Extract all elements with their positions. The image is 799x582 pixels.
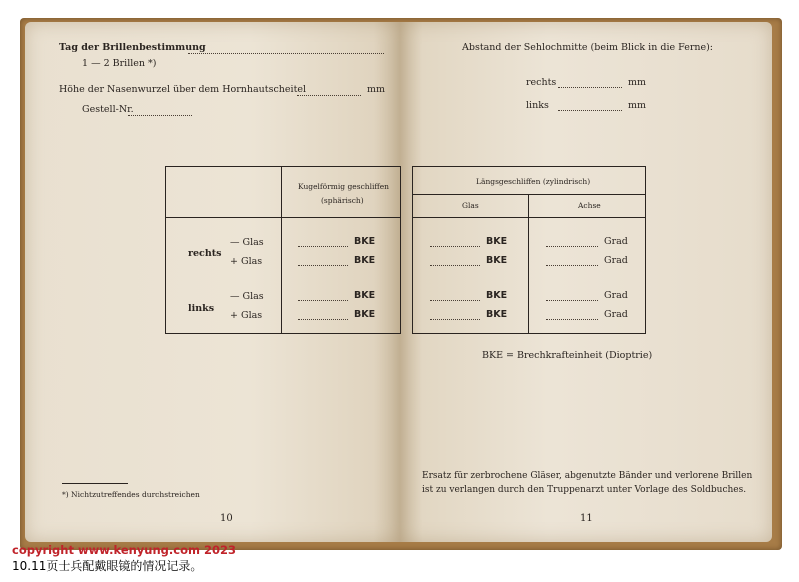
sph-bke-4: BKE (354, 309, 376, 320)
glas-column-header: Glas (462, 201, 479, 210)
sph-cell-blank (298, 300, 348, 301)
grad-2: Grad (604, 255, 628, 266)
page-number-right: 11 (580, 513, 593, 524)
sph-bke-1: BKE (354, 236, 376, 247)
axis-cell-blank (546, 319, 598, 320)
cyl-cell-blank (430, 265, 480, 266)
date-of-glasses-label: Tag der Brillenbestimmung (59, 42, 206, 53)
row-label-rechts: rechts (188, 248, 222, 259)
axis-cell-blank (546, 265, 598, 266)
links-plus-glas: + Glas (230, 310, 263, 321)
pupil-left-blank-line (558, 110, 622, 111)
grad-1: Grad (604, 236, 628, 247)
cyl-cell-blank (430, 319, 480, 320)
glasses-count-label: 1 — 2 Brillen *) (82, 58, 157, 69)
row-label-links: links (188, 303, 215, 314)
pupil-right-unit: mm (628, 77, 647, 88)
footnote-text: *) Nichtzutreffendes durchstreichen (62, 490, 200, 499)
cyl-cell-blank (430, 300, 480, 301)
pupil-distance-heading: Abstand der Sehlochmitte (beim Blick in die Ferne): (462, 42, 714, 53)
left-column-rule (281, 166, 282, 333)
cyl-bke-3: BKE (486, 290, 508, 301)
grad-4: Grad (604, 309, 628, 320)
cyl-bke-4: BKE (486, 309, 508, 320)
cyl-bke-2: BKE (486, 255, 508, 266)
sph-cell-blank (298, 319, 348, 320)
date-blank-line (188, 53, 384, 54)
bke-definition: BKE = Brechkrafteinheit (Dioptrie) (482, 350, 653, 361)
axis-cell-blank (546, 246, 598, 247)
pupil-right-label: rechts (526, 77, 557, 88)
page-number-left: 10 (220, 513, 233, 524)
nose-height-blank-line (297, 95, 361, 96)
cylindrical-header: Längsgeschliffen (zylindrisch) (476, 177, 591, 186)
copyright-watermark: copyright www.kenyung.com 2023 (12, 543, 236, 557)
pupil-left-label: links (526, 100, 549, 111)
cyl-cell-blank (430, 246, 480, 247)
spherical-header: Kugelförmig geschliffen (298, 182, 389, 191)
frame-number-label: Gestell-Nr. (82, 104, 134, 115)
nose-height-unit: mm (367, 84, 386, 95)
footnote-rule (62, 483, 128, 484)
left-header-rule (165, 217, 400, 218)
sph-bke-3: BKE (354, 290, 376, 301)
axis-cell-blank (546, 300, 598, 301)
nose-height-label: Höhe der Nasenwurzel über dem Hornhautscheitel (59, 84, 307, 95)
spherical-subheader: (sphärisch) (321, 196, 364, 205)
sph-bke-2: BKE (354, 255, 376, 266)
frame-number-blank-line (128, 115, 192, 116)
links-minus-glas: — Glas (230, 291, 264, 302)
pupil-left-unit: mm (628, 100, 647, 111)
replacement-note-line1: Ersatz für zerbrochene Gläser, abgenutzte Bänder und verlorene Brillen (422, 471, 753, 481)
rechts-minus-glas: — Glas (230, 237, 264, 248)
sph-cell-blank (298, 246, 348, 247)
replacement-note-line2: ist zu verlangen durch den Truppenarzt unter Vorlage des Soldbuches. (422, 485, 747, 495)
glas-achse-rule (528, 194, 529, 333)
grad-3: Grad (604, 290, 628, 301)
cyl-bke-1: BKE (486, 236, 508, 247)
image-caption: 10.11页士兵配戴眼镜的情况记录。 (12, 559, 203, 573)
achse-column-header: Achse (578, 201, 601, 210)
rechts-plus-glas: + Glas (230, 256, 263, 267)
sph-cell-blank (298, 265, 348, 266)
pupil-right-blank-line (558, 87, 622, 88)
